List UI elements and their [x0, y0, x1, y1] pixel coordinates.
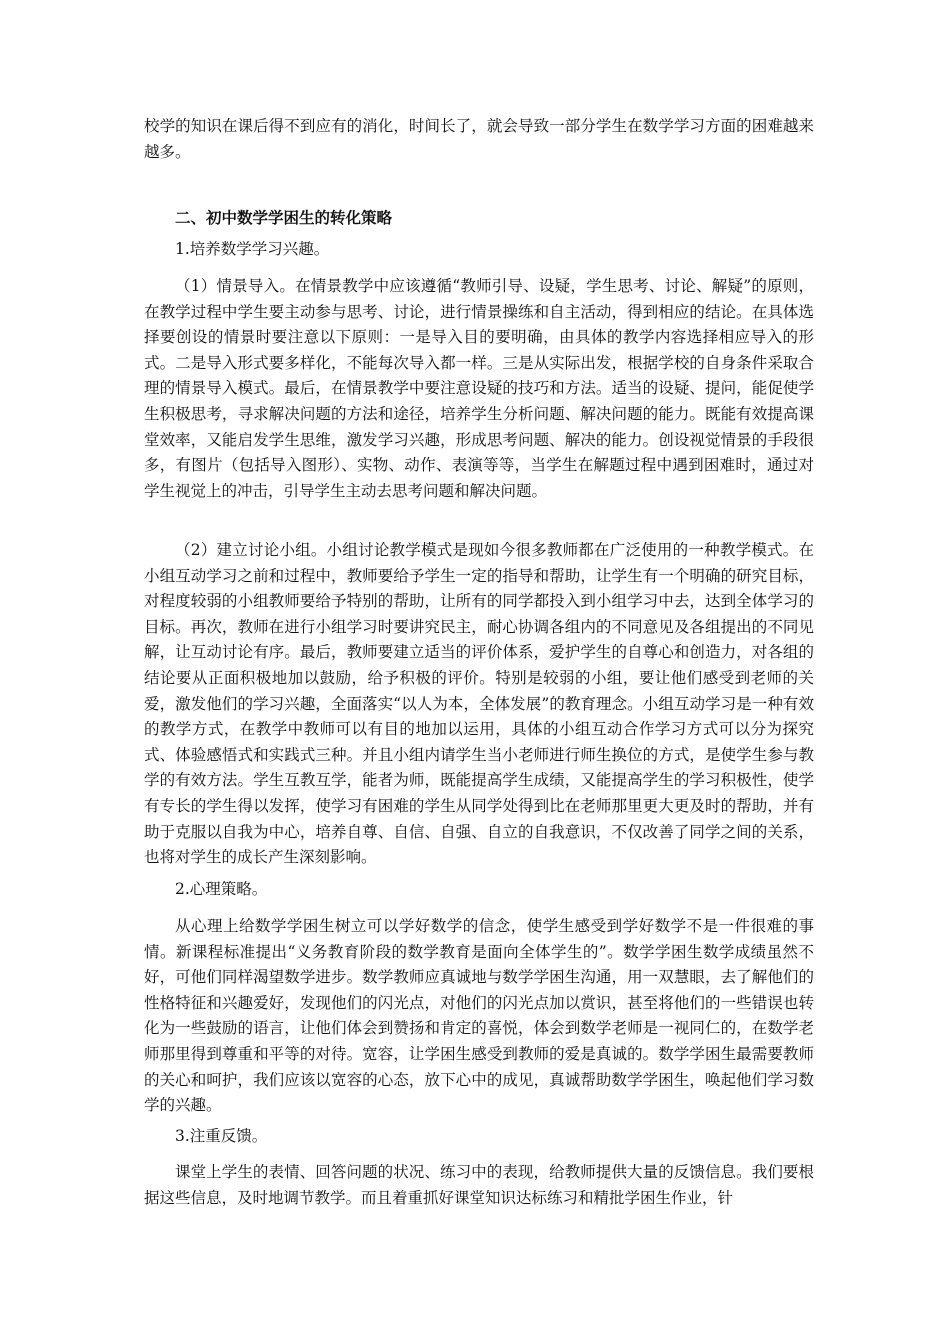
paragraph-scenario-intro: （1）情景导入。在情景教学中应该遵循“教师引导、设疑，学生思考、讨论、解疑”的原则，在教学过程中学生要主动参与思考、讨论，进行情景操练和自主活动，得到相应的结论。在具体选择要创设的情景时要注意以下原则：一是导入目的要明确，由具体的教学内容选择相应导入的形式。二是导入形式要多样化，不能每次导入都一样。三是从实际出发，根据学校的自身条件采取合理的情景导入模式。最后，在情景教学中要注意设疑的技巧和方法。适当的设疑、提问，能促使学生积极思考，寻求解决问题的方法和途径，培养学生分析问题、解决问题的能力。既能有效提高课堂效率，又能启发学生思维，激发学习兴趣，形成思考问题、解决的能力。创设视觉情景的手段很多，有图片（包括导入图形）、实物、动作、表演等等，当学生在解题过程中遇到困难时，通过对学生视觉上的冲击，引导学生主动去思考问题和解决问题。 — [144, 277, 814, 500]
paragraph-psychology: 从心理上给数学学困生树立可以学好数学的信念，使学生感受到学好数学不是一件很难的事情。新课程标准提出“义务教育阶段的数学教育是面向全体学生的”。数学学困生数学成绩虽然不好，可他们同样渴望数学进步。数学教师应真诚地与数学学困生沟通，用一双慧眼，去了解他们的性格特征和兴趣爱好，发现他们的闪光点，对他们的闪光点加以赏识，甚至将他们的一些错误也转化为一些鼓励的语言，让他们体会到赞扬和肯定的喜悦，体会到数学老师是一视同仁的，在数学老师那里得到尊重和平等的对待。宽容，让学困生感受到教师的爱是真诚的。数学学困生最需要教师的关心和呵护，我们应该以宽容的心态，放下心中的成见，真诚帮助数学学困生，唤起他们学习数学的兴趣。 — [144, 917, 814, 1115]
paragraph-continuation: 校学的知识在课后得不到应有的消化，时间长了，就会导致一部分学生在数学学习方面的困难越来越多。 — [144, 117, 814, 161]
section-heading: 二、初中数学学困生的转化策略 — [175, 208, 393, 227]
subheading-interest: 1.培养数学学习兴趣。 — [175, 240, 330, 258]
subheading-psychology: 2.心理策略。 — [175, 880, 268, 898]
paragraph-discussion-group: （2）建立讨论小组。小组讨论教学模式是现如今很多教师都在广泛使用的一种教学模式。在小组互动学习之前和过程中，教师要给予学生一定的指导和帮助，让学生有一个明确的研究目标，对程度较弱的小组教师要给予特别的帮助，让所有的同学都投入到小组学习中去，达到全体学习的目标。再次，教师在进行小组学习时要讲究民主，耐心协调各组内的不同意见及各组提出的不同见解，让互动讨论有序。最后，教师要建立适当的评价体系，爱护学生的自尊心和创造力，对各组的结论要从正面积极地加以鼓励，给予积极的评价。特别是较弱的小组，要让他们感受到老师的关爱，激发他们的学习兴趣，全面落实“以人为本，全体发展”的教育理念。小组互动学习是一种有效的教学方式，在教学中教师可以有目的地加以运用，具体的小组互动合作学习方式可以分为探究式、体验感悟式和实践式三种。并且小组内请学生当小老师进行师生换位的方式，是使学生参与教学的有效方法。学生互教互学，能者为师，既能提高学生成绩，又能提高学生的学习积极性，使学有专长的学生得以发挥，使学习有困难的学生从同学处得到比在老师那里更大更及时的帮助，并有助于克服以自我为中心，培养自尊、自信、自强、自立的自我意识，不仅改善了同学之间的关系，也将对学生的成长产生深刻影响。 — [144, 541, 814, 867]
subheading-feedback: 3.注重反馈。 — [175, 1127, 268, 1145]
paragraph-feedback: 课堂上学生的表情、回答问题的状况、练习中的表现，给教师提供大量的反馈信息。我们要根据这些信息，及时地调节教学。而且着重抓好课堂知识达标练习和精批学困生作业，针 — [144, 1163, 814, 1207]
